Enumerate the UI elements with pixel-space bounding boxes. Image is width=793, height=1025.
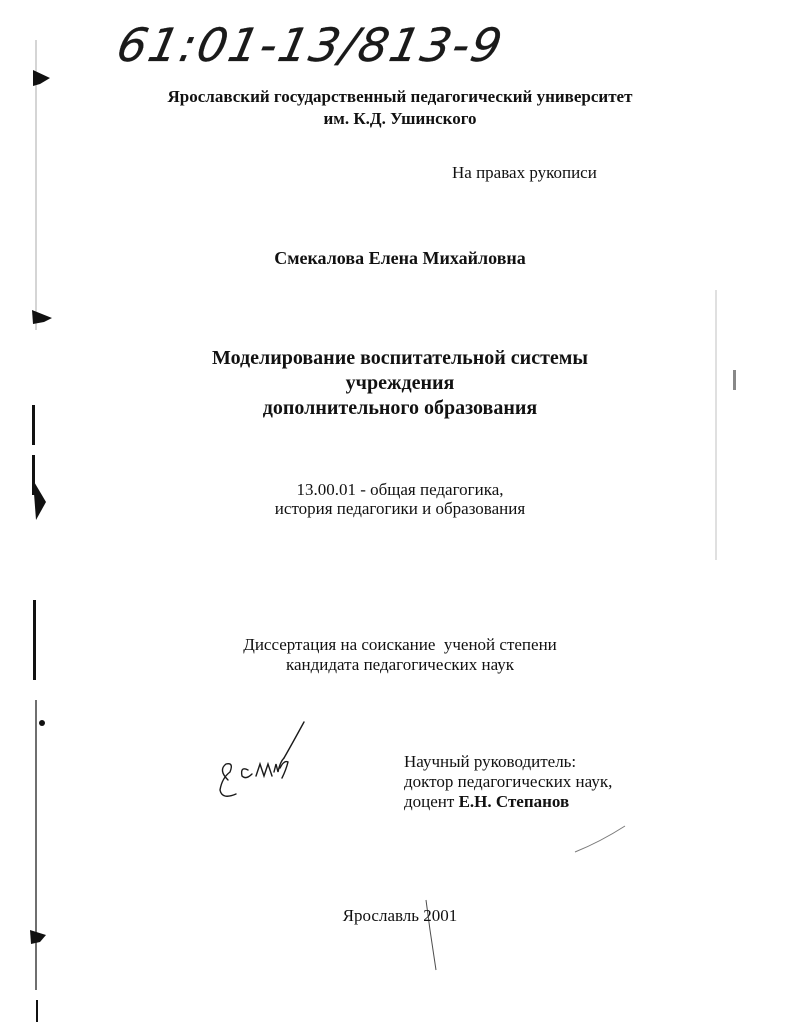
archive-number: 61:01-13/813-9: [112, 18, 509, 72]
advisor-degree: доктор педагогических наук,: [404, 772, 613, 791]
place-and-year: Ярославль 2001: [342, 906, 458, 925]
left-margin-marks: [30, 40, 736, 1022]
advisor-position: [404, 792, 612, 812]
pencil-marks: [426, 826, 625, 970]
title-line-1: Моделирование воспитательной системы: [211, 347, 589, 369]
signature: [208, 718, 318, 818]
speciality-block: [180, 480, 620, 518]
dissertation-title: [120, 346, 680, 421]
advisor-block: [404, 752, 612, 812]
degree-line-1: Диссертация на соискание ученой степени: [243, 635, 557, 654]
university-name: Ярославский государственный педагогический университет: [167, 87, 633, 106]
university-block: [120, 86, 680, 130]
advisor-label: Научный руководитель:: [404, 752, 577, 771]
author-name: Смекалова Елена Михайловна: [274, 248, 526, 268]
advisor-name: Е.Н. Степанов: [458, 792, 570, 811]
university-honorific: им. К.Д. Ушинского: [323, 109, 477, 128]
speciality-name: история педагогики и образования: [274, 499, 526, 518]
title-line-2: учреждения: [345, 372, 455, 394]
advisor-title: доцент: [404, 792, 459, 811]
signature-stroke: [220, 722, 304, 796]
degree-line-2: кандидата педагогических наук: [285, 655, 515, 674]
speciality-code: 13.00.01 - общая педагогика,: [296, 480, 504, 499]
manuscript-rights: На правах рукописи: [452, 163, 597, 182]
degree-block: [180, 635, 620, 675]
title-line-3: дополнительного образования: [262, 397, 538, 419]
